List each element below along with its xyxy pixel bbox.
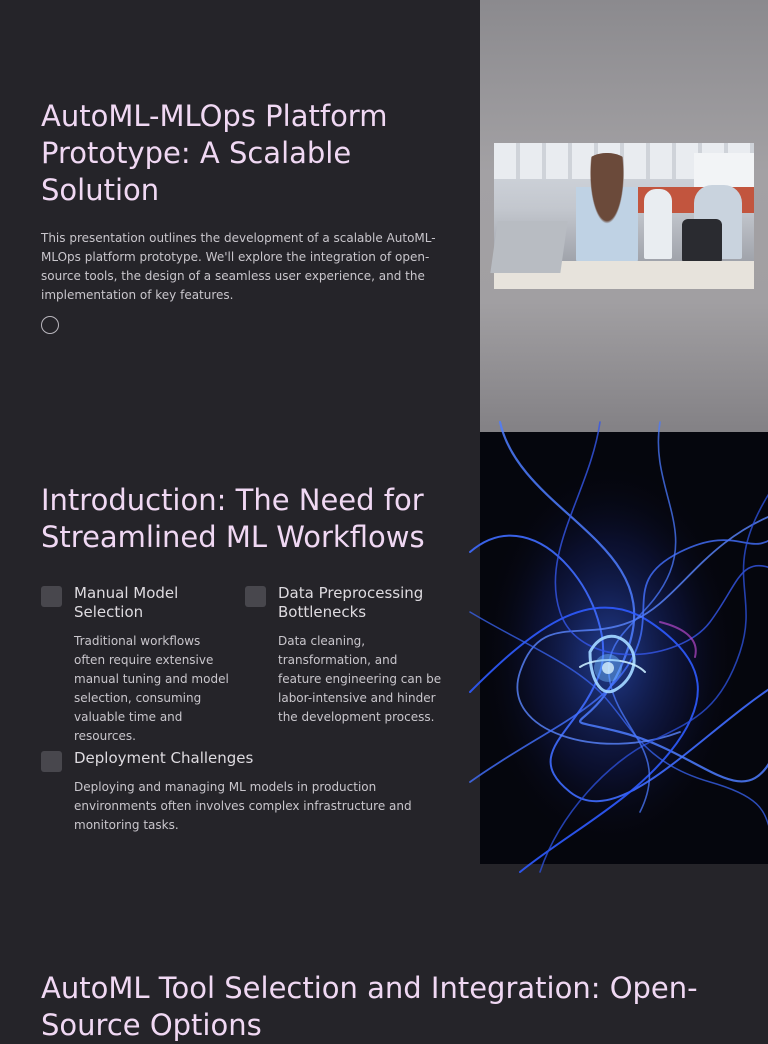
glowing-cables-illustration (480, 432, 768, 864)
feature-description: Deploying and managing ML models in production environments often involves complex infrastructure and monitoring tasks. (74, 780, 412, 832)
cables-photo (480, 432, 768, 864)
feature-title: Data Preprocessing Bottlenecks (278, 584, 424, 621)
feature-box-icon (41, 751, 62, 772)
title-slide-heading: AutoML-MLOps Platform Prototype: A Scalable Solution (41, 99, 388, 207)
title-slide-image-panel (480, 0, 768, 432)
introduction-heading: Introduction: The Need for Streamlined ML Workflows (41, 483, 425, 554)
title-slide (0, 0, 768, 432)
introduction-slide (0, 432, 768, 864)
title-slide-description: This presentation outlines the development of a scalable AutoML-MLOps platform prototype. We'll explore the integration of open-source tools, the design of a seamless user experience, and the implementation of key features. (41, 231, 436, 302)
office-photo (494, 143, 754, 289)
circle-icon (41, 316, 59, 334)
tool-selection-heading: AutoML Tool Selection and Integration: Open-Source Options (41, 971, 698, 1042)
feature-box-icon (245, 586, 266, 607)
feature-title: Deployment Challenges (74, 749, 254, 767)
feature-description: Data cleaning, transformation, and feature engineering can be labor-intensive and hinder the development process. (278, 634, 442, 724)
feature-title: Manual Model Selection (74, 584, 179, 621)
feature-box-icon (41, 586, 62, 607)
feature-description: Traditional workflows often require extensive manual tuning and model selection, consuming valuable time and resources. (74, 634, 229, 743)
